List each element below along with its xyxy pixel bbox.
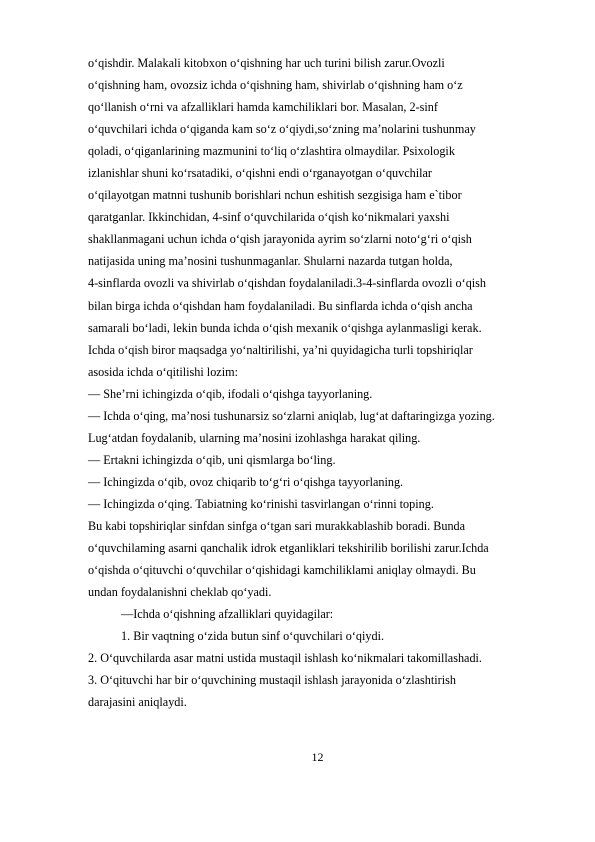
text-line: o‘quvchilaming asarni qanchalik idrok etganliklari tekshirilib borilishi zarur.Ichda [88, 541, 489, 556]
text-line: Ichda o‘qish biror maqsadga yo‘naltirilishi, ya’ni quyidagicha turli topshiriqlar [88, 342, 473, 357]
numbered-item: 2. O‘quvchilarda asar matni ustida mustaqil ishlash ko‘nikmalari takomillashadi. [88, 651, 482, 666]
text-line: qaratganlar. Ikkinchidan, 4-sinf o‘quvchilarida o‘qish ko‘nikmalari yaxshi [88, 210, 450, 225]
text-line: o‘qilayotgan matnni tushunib borishlari nchun eshitish sezgisiga ham e`tibor [88, 188, 462, 203]
numbered-item: 1. Bir vaqtning o‘zida butun sinf o‘quvchilari o‘qiydi. [121, 629, 385, 644]
page-number: 12 [311, 750, 324, 764]
list-item: — Ichingizda o‘qib, ovoz chiqarib to‘g‘ri o‘qishga tayyorlaning. [88, 474, 404, 489]
list-item: — Ichingizda o‘qing. Tabiatning ko‘rinishi tasvirlangan o‘rinni toping. [88, 496, 434, 511]
section-heading: —Ichda o‘qishning afzalliklari quyidagilar: [121, 607, 334, 622]
text-line: o‘qishning ham, ovozsiz ichda o‘qishning ham, shivirlab o‘qishning ham o‘z [88, 78, 463, 93]
text-line: undan foydalanishni cheklab qo‘yadi. [88, 585, 272, 600]
text-line: samarali bo‘ladi, lekin bunda ichda o‘qish mexanik o‘qishga aylanmasligi kerak. [88, 320, 482, 335]
text-line: qoladi, o‘qiganlarining mazmunini to‘liq o‘zlashtira olmaydilar. Psixologik [88, 144, 455, 159]
body-text [88, 52, 558, 713]
text-line: o‘qishdir. Malakali kitobxon o‘qishning har uch turini bilish zarur.Ovozli [88, 56, 445, 70]
text-line: asosida ichda o‘qitilishi lozim: [88, 364, 238, 379]
list-item: — Ertakni ichingizda o‘qib, uni qismlarga bo‘ling. [88, 452, 336, 467]
list-item: — She’rni ichingizda o‘qib, ifodali o‘qishga tayyorlaning. [88, 386, 373, 401]
text-line: 4-sinflarda ovozli va shivirlab o‘qishdan foydalaniladi.3-4-sinflarda ovozli o‘qish [88, 276, 487, 291]
text-line: darajasini aniqlaydi. [88, 695, 187, 710]
text-line: Lug‘atdan foydalanib, ularning ma’nosini izohlashga harakat qiling. [88, 430, 421, 445]
text-line: shakllanmagani uchun ichda o‘qish jarayonida ayrim so‘zlarni noto‘g‘ri o‘qish [88, 232, 472, 247]
text-line: qo‘llanish o‘rni va afzalliklari hamda kamchiliklari bor. Masalan, 2-sinf [88, 100, 438, 115]
text-line: natijasida uning ma’nosini tushunmaganlar. Shularni nazarda tutgan holda, [88, 254, 453, 269]
text-line: bilan birga ichda o‘qishdan ham foydalaniladi. Bu sinflarda ichda o‘qish ancha [88, 298, 473, 313]
text-line: izlanishlar shuni ko‘rsatadiki, o‘qishni endi o‘rganayotgan o‘quvchilar [88, 166, 432, 181]
list-item: — Ichda o‘qing, ma’nosi tushunarsiz so‘zlarni aniqlab, lug‘at daftaringizga yozing. [88, 408, 495, 423]
numbered-item: 3. O‘qituvchi har bir o‘quvchining mustaqil ishlash jarayonida o‘zlashtirish [88, 673, 456, 688]
text-line: o‘qishda o‘qituvchi o‘quvchilar o‘qishidagi kamchiliklami aniqlay olmaydi. Bu [88, 563, 476, 578]
text-line: Bu kabi topshiriqlar sinfdan sinfga o‘tgan sari murakkablashib boradi. Bunda [88, 518, 466, 533]
text-line: o‘quvchilari ichda o‘qiganda kam so‘z o‘qiydi,so‘zning ma’nolarini tushunmay [88, 122, 476, 137]
